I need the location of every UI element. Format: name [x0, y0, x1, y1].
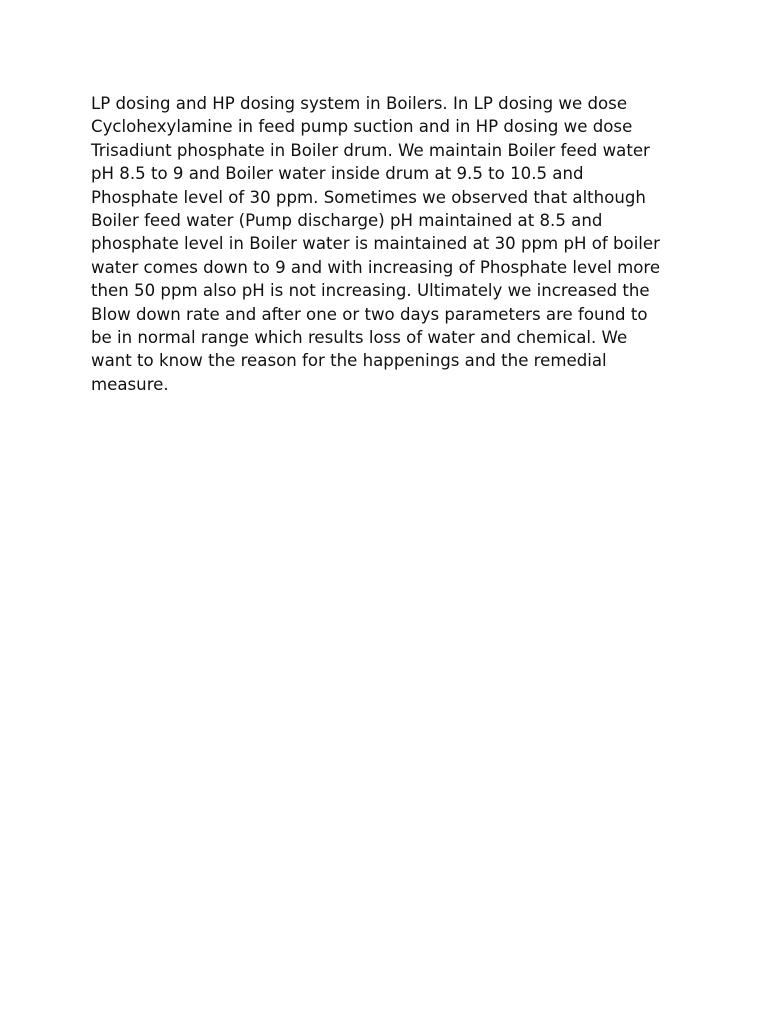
- paragraph-line: Boiler feed water (Pump discharge) pH maintained at 8.5 and: [91, 211, 603, 231]
- paragraph-line: be in normal range which results loss of water and chemical. We: [91, 328, 628, 348]
- paragraph-line: want to know the reason for the happenings and the remedial: [91, 351, 607, 371]
- paragraph-line: Trisadiunt phosphate in Boiler drum. We maintain Boiler feed water: [91, 140, 650, 160]
- paragraph-line: phosphate level in Boiler water is maintained at 30 ppm pH of boiler: [91, 234, 660, 254]
- paragraph-line: then 50 ppm also pH is not increasing. Ultimately we increased the: [91, 281, 650, 301]
- paragraph-line: Cyclohexylamine in feed pump suction and in HP dosing we dose: [91, 117, 633, 137]
- paragraph-line: water comes down to 9 and with increasing of Phosphate level more: [91, 257, 661, 277]
- paragraph-line: Blow down rate and after one or two days parameters are found to: [91, 304, 648, 324]
- paragraph-line: LP dosing and HP dosing system in Boilers. In LP dosing we dose: [91, 94, 628, 113]
- paragraph-line: pH 8.5 to 9 and Boiler water inside drum at 9.5 to 10.5 and: [91, 164, 584, 184]
- paragraph-line: measure.: [91, 374, 169, 394]
- body-paragraph: [91, 92, 681, 396]
- paragraph-line: Phosphate level of 30 ppm. Sometimes we observed that although: [91, 187, 646, 207]
